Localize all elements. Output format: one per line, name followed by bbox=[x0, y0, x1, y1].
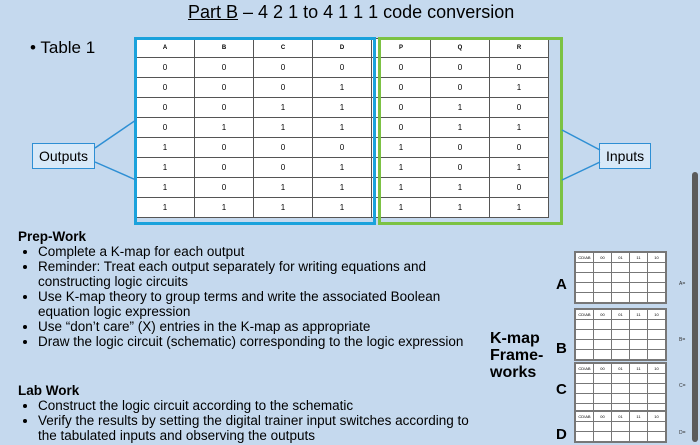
kmap-cell bbox=[594, 432, 612, 442]
table-cell: 1 bbox=[431, 198, 490, 218]
kmap-col-label: 00 bbox=[594, 412, 612, 422]
table-cell: 1 bbox=[254, 98, 313, 118]
table-cell: 0 bbox=[254, 58, 313, 78]
kmap-grid bbox=[574, 362, 667, 415]
kmap-row-label bbox=[576, 432, 594, 442]
kmap-cell bbox=[648, 320, 666, 330]
table-cell: 0 bbox=[490, 138, 549, 158]
kmap-cell bbox=[612, 384, 630, 394]
table-cell: 0 bbox=[254, 138, 313, 158]
table-cell: 0 bbox=[431, 138, 490, 158]
column-header: B bbox=[195, 39, 254, 58]
kmap-cell bbox=[630, 263, 648, 273]
lab-list bbox=[18, 398, 488, 443]
kmap-row-label bbox=[576, 394, 594, 404]
kmap-cell bbox=[612, 432, 630, 442]
kmap-cell bbox=[648, 273, 666, 283]
table-cell: 0 bbox=[431, 58, 490, 78]
table-cell: 1 bbox=[313, 78, 372, 98]
kmap-cell bbox=[594, 384, 612, 394]
kmap-row-label bbox=[576, 273, 594, 283]
kmap-frameworks-title bbox=[490, 330, 543, 381]
kmap-cell bbox=[648, 330, 666, 340]
kmap-cell bbox=[612, 283, 630, 293]
kmap-col-label: 11 bbox=[630, 253, 648, 263]
kmap-cell bbox=[648, 340, 666, 350]
table-cell: 0 bbox=[372, 78, 431, 98]
kmap-col-label: 10 bbox=[648, 364, 666, 374]
kmap-cell bbox=[630, 394, 648, 404]
kmap-cell bbox=[648, 432, 666, 442]
table-cell: 0 bbox=[372, 98, 431, 118]
kmap-cell bbox=[630, 283, 648, 293]
table-cell: 0 bbox=[490, 98, 549, 118]
table-cell: 0 bbox=[195, 158, 254, 178]
column-header: P bbox=[372, 39, 431, 58]
kmap-col-label: 00 bbox=[594, 310, 612, 320]
kmap-cell bbox=[612, 422, 630, 432]
kmap-cell bbox=[612, 293, 630, 303]
kmap-col-label: 10 bbox=[648, 253, 666, 263]
kmap-cell bbox=[612, 320, 630, 330]
table-cell: 1 bbox=[313, 178, 372, 198]
kmap-cell bbox=[648, 384, 666, 394]
outputs-arrow-down bbox=[95, 162, 136, 180]
prep-item: • Complete a K-map for each output bbox=[38, 244, 488, 259]
table-cell: 0 bbox=[254, 158, 313, 178]
inputs-callout: Inputs bbox=[599, 143, 651, 169]
kmap-grid bbox=[574, 410, 667, 443]
kmap-col-label: 11 bbox=[630, 364, 648, 374]
kmap-row-label bbox=[576, 422, 594, 432]
prep-item: • Reminder: Treat each output separately for writing equations and constructing logic circuits bbox=[38, 259, 488, 289]
kmap-cell bbox=[594, 394, 612, 404]
lab-heading: Lab Work bbox=[18, 383, 80, 398]
table-cell: 1 bbox=[490, 158, 549, 178]
table-cell: 1 bbox=[431, 178, 490, 198]
table-cell: 1 bbox=[431, 118, 490, 138]
kmap-cell bbox=[630, 422, 648, 432]
kmap-row-label bbox=[576, 330, 594, 340]
kmap-title-line: Frame- bbox=[490, 347, 544, 364]
table-cell: 1 bbox=[431, 98, 490, 118]
kmap-cell bbox=[594, 340, 612, 350]
column-header: R bbox=[490, 39, 549, 58]
column-header: D bbox=[313, 39, 372, 58]
table-cell: 0 bbox=[490, 58, 549, 78]
kmap-col-label: 11 bbox=[630, 412, 648, 422]
kmap-row-label bbox=[576, 384, 594, 394]
title-rest: – 4 2 1 to 4 1 1 1 code conversion bbox=[238, 2, 515, 22]
table-cell: 1 bbox=[136, 138, 195, 158]
table-cell: 0 bbox=[195, 78, 254, 98]
title-part: Part B bbox=[188, 2, 239, 22]
kmap-cell bbox=[630, 330, 648, 340]
kmap-cell bbox=[594, 330, 612, 340]
kmap-letter-a: A bbox=[556, 276, 567, 293]
table-cell: 1 bbox=[313, 158, 372, 178]
kmap-col-label: 01 bbox=[612, 310, 630, 320]
kmap-col-label: 01 bbox=[612, 253, 630, 263]
kmap-side-mark-c: C= bbox=[679, 383, 686, 389]
kmap-side-mark-d: D= bbox=[679, 430, 686, 436]
table-cell: 1 bbox=[254, 118, 313, 138]
lab-item: • Verify the results by setting the digital trainer input switches according to the tabulated inputs and observing the outputs bbox=[38, 413, 488, 443]
kmap-corner: CD\AB bbox=[576, 310, 594, 320]
kmap-grid bbox=[574, 308, 667, 361]
kmap-row-label bbox=[576, 293, 594, 303]
kmap-cell bbox=[630, 320, 648, 330]
kmap-row-label bbox=[576, 283, 594, 293]
table-cell: 0 bbox=[431, 78, 490, 98]
table-cell: 1 bbox=[136, 198, 195, 218]
table-cell: 1 bbox=[195, 118, 254, 138]
table-cell: 1 bbox=[313, 98, 372, 118]
kmap-cell bbox=[594, 293, 612, 303]
table-cell: 1 bbox=[313, 198, 372, 218]
kmap-row-label bbox=[576, 263, 594, 273]
table-cell: 0 bbox=[195, 98, 254, 118]
kmap-cell bbox=[648, 293, 666, 303]
table-cell: 1 bbox=[136, 158, 195, 178]
prep-item: • Draw the logic circuit (schematic) corresponding to the logic expression bbox=[38, 334, 488, 349]
table-cell: 1 bbox=[372, 178, 431, 198]
table-cell: 1 bbox=[490, 198, 549, 218]
kmap-side-mark-b: B= bbox=[679, 337, 686, 343]
inputs-arrow-up bbox=[562, 130, 600, 150]
table-cell: 0 bbox=[372, 58, 431, 78]
kmap-corner: CD\AB bbox=[576, 364, 594, 374]
table-cell: 0 bbox=[372, 118, 431, 138]
inputs-arrow-down bbox=[562, 162, 600, 180]
prep-item: • Use “don’t care” (X) entries in the K-map as appropriate bbox=[38, 319, 488, 334]
table-cell: 1 bbox=[254, 198, 313, 218]
kmap-row-label bbox=[576, 350, 594, 360]
kmap-cell bbox=[612, 330, 630, 340]
table-cell: 0 bbox=[431, 158, 490, 178]
table-cell: 0 bbox=[313, 58, 372, 78]
table-label: • Table 1 bbox=[30, 38, 96, 57]
kmap-row-label bbox=[576, 340, 594, 350]
table-cell: 1 bbox=[372, 138, 431, 158]
kmap-cell bbox=[648, 374, 666, 384]
table-cell: 0 bbox=[136, 118, 195, 138]
lab-item: • Construct the logic circuit according to the schematic bbox=[38, 398, 488, 413]
kmap-cell bbox=[630, 273, 648, 283]
table-cell: 0 bbox=[136, 78, 195, 98]
kmap-cell bbox=[612, 374, 630, 384]
kmap-cell bbox=[594, 283, 612, 293]
kmap-cell bbox=[630, 340, 648, 350]
kmap-cell bbox=[612, 350, 630, 360]
kmap-col-label: 10 bbox=[648, 310, 666, 320]
table-cell: 0 bbox=[254, 78, 313, 98]
prep-item: • Use K-map theory to group terms and write the associated Boolean equation logic expression bbox=[38, 289, 488, 319]
kmap-cell bbox=[612, 273, 630, 283]
kmap-col-label: 00 bbox=[594, 364, 612, 374]
kmap-col-label: 01 bbox=[612, 364, 630, 374]
kmap-letter-d: D bbox=[556, 426, 567, 443]
table-cell: 0 bbox=[136, 98, 195, 118]
outputs-arrow-up bbox=[95, 120, 136, 148]
column-header: C bbox=[254, 39, 313, 58]
kmap-cell bbox=[648, 283, 666, 293]
kmap-cell bbox=[630, 432, 648, 442]
prep-list bbox=[18, 244, 488, 349]
kmap-cell bbox=[594, 273, 612, 283]
prep-heading: Prep-Work bbox=[18, 229, 87, 244]
kmap-corner: CD\AB bbox=[576, 412, 594, 422]
kmap-cell bbox=[612, 340, 630, 350]
kmap-cell bbox=[630, 350, 648, 360]
kmap-title-line: K-map bbox=[490, 330, 540, 347]
kmap-letter-c: C bbox=[556, 381, 567, 398]
prep-work-section bbox=[18, 229, 488, 349]
table-cell: 1 bbox=[490, 118, 549, 138]
kmap-cell bbox=[612, 394, 630, 404]
table-cell: 0 bbox=[136, 58, 195, 78]
table-cell: 1 bbox=[254, 178, 313, 198]
table-cell: 1 bbox=[372, 198, 431, 218]
table-cell: 1 bbox=[313, 118, 372, 138]
kmap-row-label bbox=[576, 374, 594, 384]
kmap-cell bbox=[594, 263, 612, 273]
kmap-cell bbox=[630, 384, 648, 394]
kmap-cell bbox=[648, 422, 666, 432]
vertical-scrollbar[interactable] bbox=[692, 172, 698, 442]
table-cell: 1 bbox=[136, 178, 195, 198]
kmap-col-label: 11 bbox=[630, 310, 648, 320]
kmap-cell bbox=[648, 394, 666, 404]
kmap-cell bbox=[594, 422, 612, 432]
table-cell: 1 bbox=[195, 198, 254, 218]
kmap-cell bbox=[630, 374, 648, 384]
table-cell: 0 bbox=[195, 178, 254, 198]
kmap-cell bbox=[630, 293, 648, 303]
kmap-col-label: 00 bbox=[594, 253, 612, 263]
kmap-title-line: works bbox=[490, 364, 537, 381]
lab-work-section bbox=[18, 383, 488, 443]
table-cell: 0 bbox=[195, 58, 254, 78]
outputs-callout: Outputs bbox=[32, 143, 95, 169]
kmap-letter-b: B bbox=[556, 340, 567, 357]
table-cell: 0 bbox=[195, 138, 254, 158]
kmap-cell bbox=[594, 350, 612, 360]
kmap-row-label bbox=[576, 320, 594, 330]
kmap-cell bbox=[648, 263, 666, 273]
column-header: A bbox=[136, 39, 195, 58]
kmap-cell bbox=[648, 350, 666, 360]
kmap-col-label: 01 bbox=[612, 412, 630, 422]
table-cell: 1 bbox=[372, 158, 431, 178]
kmap-cell bbox=[612, 263, 630, 273]
table-cell: 0 bbox=[313, 138, 372, 158]
kmap-corner: CD\AB bbox=[576, 253, 594, 263]
kmap-cell bbox=[594, 374, 612, 384]
table-cell: 0 bbox=[490, 178, 549, 198]
kmap-cell bbox=[594, 320, 612, 330]
kmap-col-label: 10 bbox=[648, 412, 666, 422]
table-cell: 1 bbox=[490, 78, 549, 98]
kmap-side-mark-a: A= bbox=[679, 281, 686, 287]
kmap-grid bbox=[574, 251, 667, 304]
column-header: Q bbox=[431, 39, 490, 58]
